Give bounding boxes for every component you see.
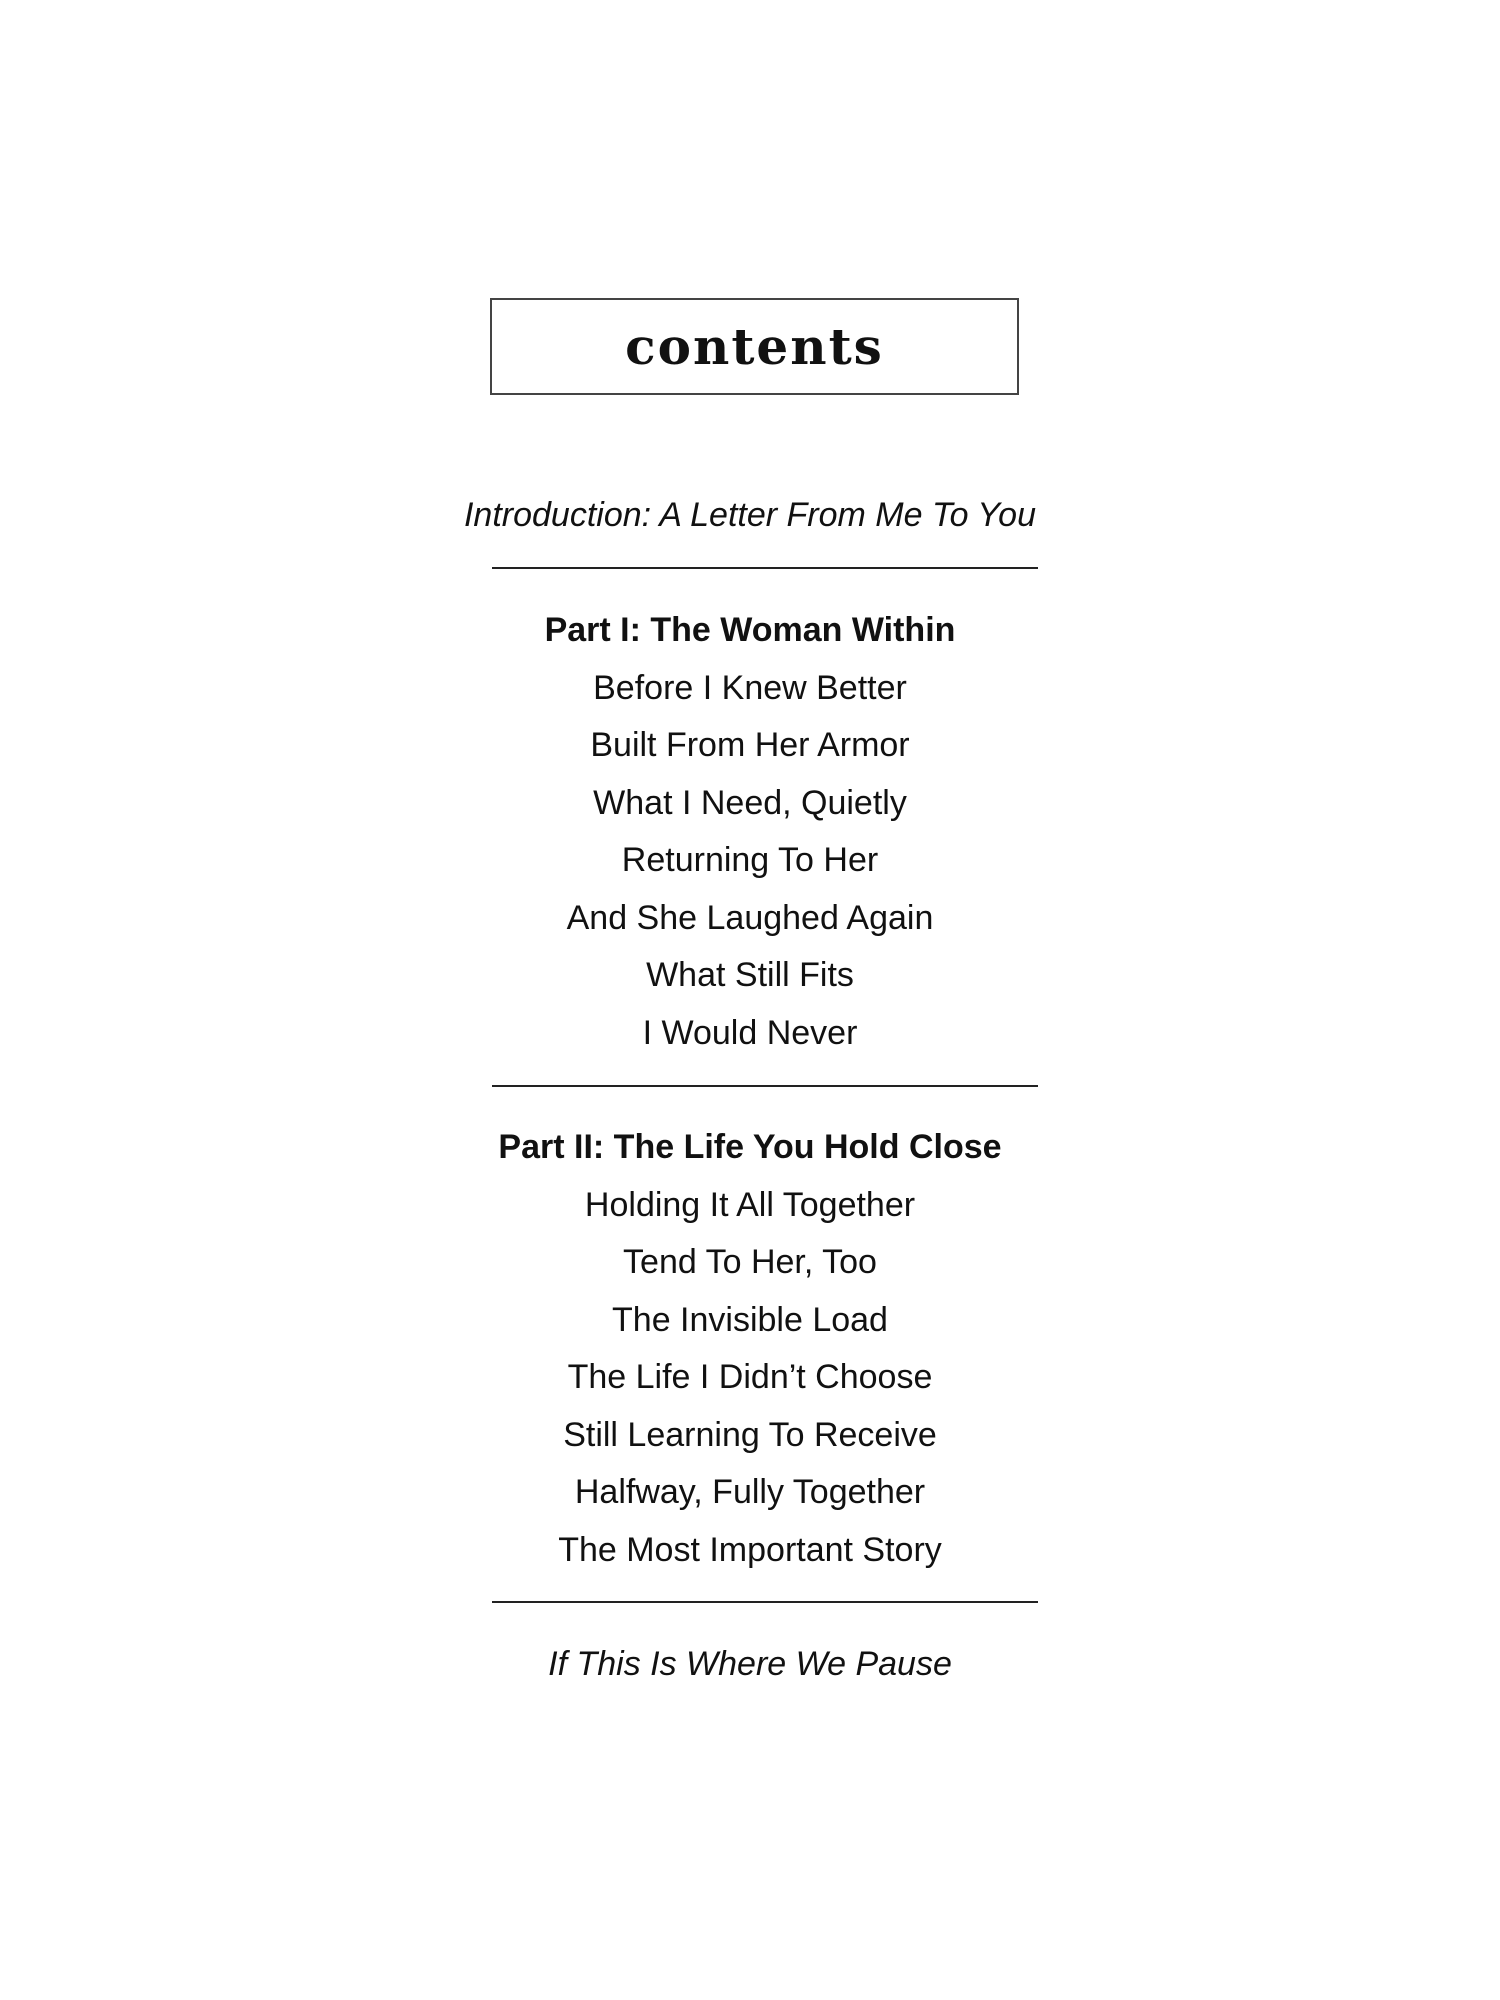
divider-3: [492, 1601, 1038, 1603]
part-1-heading: Part I: The Woman Within: [544, 611, 956, 649]
part-2-heading: Part II: The Life You Hold Close: [498, 1128, 1002, 1166]
chapter-entry: I Would Never: [642, 1014, 858, 1052]
chapter-entry: And She Laughed Again: [566, 899, 934, 937]
chapter-entry: What I Need, Quietly: [593, 784, 907, 822]
divider-2: [492, 1085, 1038, 1087]
chapter-entry: Tend To Her, Too: [623, 1243, 877, 1281]
chapter-entry: The Most Important Story: [558, 1531, 942, 1569]
chapter-entry: Holding It All Together: [584, 1186, 916, 1224]
chapter-entry: Halfway, Fully Together: [574, 1473, 926, 1511]
chapter-entry: Before I Knew Better: [593, 669, 907, 707]
chapter-entry: The Invisible Load: [612, 1301, 888, 1339]
chapter-entry: The Life I Didn’t Choose: [567, 1358, 933, 1396]
title-box: [490, 298, 1019, 395]
chapter-entry: Returning To Her: [621, 841, 879, 879]
closing-entry: If This Is Where We Pause: [548, 1645, 952, 1683]
chapter-entry: What Still Fits: [646, 956, 854, 994]
page-title: contents: [625, 316, 884, 376]
divider-1: [492, 567, 1038, 569]
introduction-entry: Introduction: A Letter From Me To You: [463, 496, 1036, 534]
chapter-entry: Still Learning To Receive: [563, 1416, 937, 1454]
chapter-entry: Built From Her Armor: [590, 726, 910, 764]
